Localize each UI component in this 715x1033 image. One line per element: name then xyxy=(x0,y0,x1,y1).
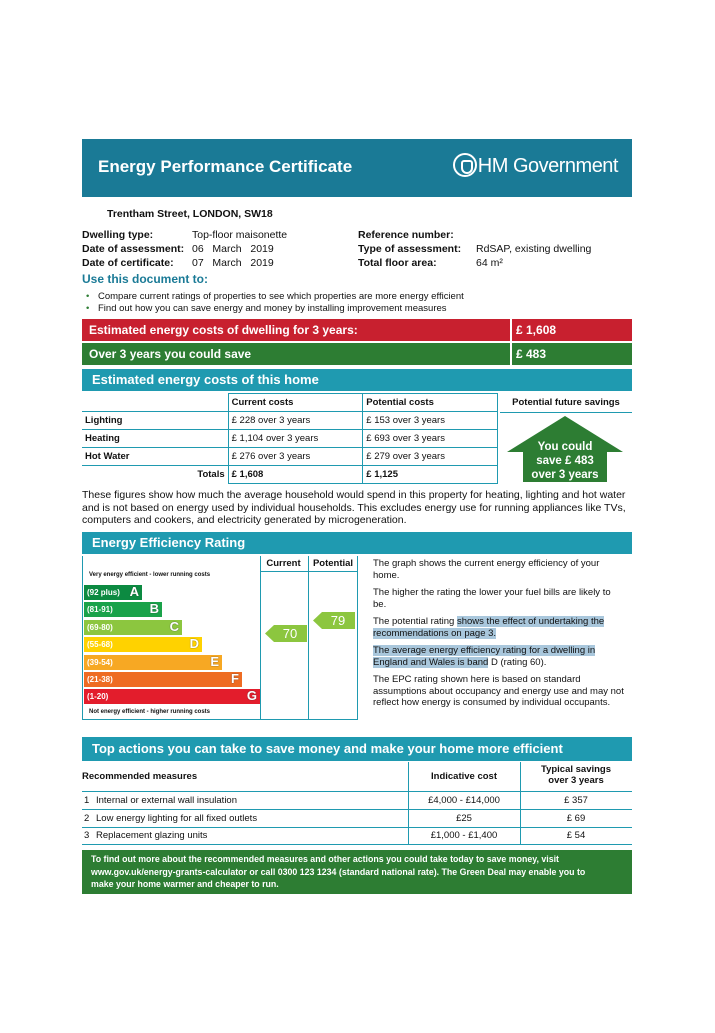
current-cost: £ 1,104 over 3 years xyxy=(228,430,363,448)
band-letter: B xyxy=(149,601,159,617)
col-potential-costs: Potential costs xyxy=(363,394,498,412)
table-row xyxy=(82,792,632,810)
dwelling-type-label: Dwelling type: xyxy=(82,229,154,241)
epc-header xyxy=(82,139,632,197)
assessment-type-value: RdSAP, existing dwelling xyxy=(476,243,592,255)
totals-potential: £ 1,125 xyxy=(363,466,498,484)
current-rating: 70 xyxy=(282,626,298,641)
certificate-date-value: 07 March 2019 xyxy=(192,257,274,269)
totals-current: £ 1,608 xyxy=(228,466,363,484)
measure-saving: £ 69 xyxy=(566,812,586,824)
rating-section-title: Energy Efficiency Rating xyxy=(82,532,632,554)
assessment-type-label: Type of assessment: xyxy=(358,243,462,255)
actions-header xyxy=(82,762,632,792)
footer-line: make your home warmer and cheaper to run. xyxy=(91,879,279,889)
actions-divider xyxy=(408,810,409,827)
band-range: (55-68) xyxy=(87,640,113,650)
actions-divider xyxy=(408,827,409,844)
band-range: (92 plus) xyxy=(87,588,120,597)
actions-divider xyxy=(520,810,521,827)
savings-arrow-line: save £ 483 xyxy=(536,455,594,467)
actions-divider xyxy=(520,827,521,844)
details-left xyxy=(82,228,287,270)
measure-name: Replacement glazing units xyxy=(96,830,208,841)
dwelling-type-value: Top-floor maisonette xyxy=(192,229,288,241)
rating-band-g xyxy=(84,689,260,704)
table-row xyxy=(82,827,632,845)
band-letter: A xyxy=(129,584,139,599)
measure-name: Low energy lighting for all fixed outlets xyxy=(96,812,258,824)
certificate-title: Energy Performance Certificate xyxy=(98,157,353,176)
col-future-savings: Potential future savings xyxy=(500,393,632,413)
rating-paragraph: The higher the rating the lower your fuel bills are likely to be. xyxy=(373,587,611,610)
rating-paragraph-end: D (rating 60). xyxy=(488,656,547,668)
rating-paragraph-start: The potential rating xyxy=(373,616,457,627)
footer-note xyxy=(82,850,632,894)
rating-divider xyxy=(308,556,309,720)
actions-divider xyxy=(520,762,521,791)
measure-saving: £ 54 xyxy=(566,830,586,841)
footer-line: www.gov.uk/energy-grants-calculator or call 0300 123 1234 (standard national rate). The Green Deal may enable you to xyxy=(91,866,586,877)
rating-band-f xyxy=(84,672,242,687)
row-label: Heating xyxy=(82,430,228,448)
band-letter: F xyxy=(231,671,239,686)
rating-band-c xyxy=(84,620,182,635)
rating-band-b xyxy=(84,602,162,617)
floor-area-value: 64 m² xyxy=(476,257,503,269)
rating-band-e xyxy=(84,655,222,670)
potential-saving-label: Over 3 years you could save xyxy=(82,343,510,365)
band-range: (21-38) xyxy=(87,675,113,684)
col-typical-savings: Typical savings over 3 years xyxy=(540,764,612,786)
estimated-cost-value: £ 1,608 xyxy=(512,319,632,341)
rating-paragraph xyxy=(373,616,625,639)
col-measures: Recommended measures xyxy=(82,771,198,782)
potential-rating: 79 xyxy=(330,613,346,628)
use-doc-bullet: • Compare current ratings of properties to see which properties are more energy efficient xyxy=(98,291,464,303)
measure-number: 3 xyxy=(84,830,90,841)
highlighted-text: The average energy efficiency rating for a dwelling in England and Wales is band xyxy=(373,645,596,668)
rating-paragraph: The EPC rating shown here is based on standard assumptions about occupancy and energy use and may not reflect how energy is consumed by individual occupants. xyxy=(373,674,624,708)
highlighted-text: shows the effect of undertaking the recommendations on page 3. xyxy=(373,616,605,639)
row-label: Hot Water xyxy=(82,448,228,466)
table-row xyxy=(82,810,632,828)
savings-arrow-line: You could xyxy=(537,441,593,453)
table-row xyxy=(82,448,498,466)
assessment-date-label: Date of assessment: xyxy=(82,243,185,255)
band-letter: D xyxy=(189,636,199,652)
potential-cost: £ 279 over 3 years xyxy=(363,448,498,466)
costs-table xyxy=(82,393,498,484)
row-label: Lighting xyxy=(82,412,228,430)
estimated-cost-label: Estimated energy costs of dwelling for 3 years: xyxy=(82,319,510,341)
rating-divider xyxy=(260,571,358,572)
actions-divider xyxy=(408,792,409,809)
current-cost: £ 228 over 3 years xyxy=(228,412,363,430)
current-cost: £ 276 over 3 years xyxy=(228,448,363,466)
savings-arrow-text xyxy=(523,440,607,482)
use-doc-heading: Use this document to: xyxy=(82,272,209,286)
use-doc-bullet: • Find out how you can save energy and money by installing improvement measures xyxy=(98,303,464,315)
col-cost: Indicative cost xyxy=(431,771,497,782)
col-current-costs: Current costs xyxy=(228,394,363,412)
footer-line: To find out more about the recommended measures and other actions you could take today to save money, visit xyxy=(91,854,559,864)
rating-col-current: Current xyxy=(266,558,301,569)
rating-paragraph xyxy=(373,645,625,668)
rating-explanation xyxy=(373,558,625,709)
band-range: (1-20) xyxy=(87,692,109,702)
rating-col-potential: Potential xyxy=(312,558,354,569)
actions-section-title: Top actions you can take to save money and make your home more efficient xyxy=(82,737,632,761)
property-address: Trentham Street, LONDON, SW18 xyxy=(107,208,273,220)
measure-cost: £4,000 - £14,000 xyxy=(428,795,500,806)
hm-government-logo: HM Government xyxy=(477,155,618,177)
use-doc-list xyxy=(98,291,464,315)
actions-divider xyxy=(520,792,521,809)
band-letter: E xyxy=(210,653,219,669)
table-row xyxy=(82,412,498,430)
band-letter: G xyxy=(246,688,257,704)
measure-cost: £1,000 - £1,400 xyxy=(430,830,498,841)
table-row xyxy=(82,430,498,448)
details-right xyxy=(358,228,591,270)
potential-saving-value: £ 483 xyxy=(512,343,632,365)
reference-label: Reference number: xyxy=(358,229,454,241)
potential-cost: £ 153 over 3 years xyxy=(363,412,498,430)
rating-band-d xyxy=(84,637,202,652)
assessment-date-value: 06 March 2019 xyxy=(192,243,274,255)
crest-icon xyxy=(453,153,477,177)
potential-cost: £ 693 over 3 years xyxy=(363,430,498,448)
floor-area-label: Total floor area: xyxy=(358,257,437,269)
rating-divider xyxy=(260,556,261,720)
rating-band-a xyxy=(84,585,142,600)
measure-number: 1 xyxy=(84,795,90,806)
top-caption: Very energy efficient - lower running costs xyxy=(89,572,211,578)
bottom-caption: Not energy efficient - higher running costs xyxy=(89,709,211,715)
band-letter: C xyxy=(169,618,179,634)
costs-section-title: Estimated energy costs of this home xyxy=(82,369,632,391)
band-range: (39-54) xyxy=(87,657,113,667)
measure-number: 2 xyxy=(84,812,90,824)
band-range: (69-80) xyxy=(87,622,113,632)
band-range: (81-91) xyxy=(87,605,113,615)
rating-paragraph: The graph shows the current energy efficiency of your home. xyxy=(373,558,600,581)
totals-label: Totals xyxy=(82,466,228,484)
costs-note: These figures show how much the average household would spend in this property for heating, lighting and hot water and is not based on energy used by individual households. This excludes energy use for running appliances like TVs, computers and cookers, and electricity generated by microgeneration. xyxy=(82,489,626,526)
measure-saving: £ 357 xyxy=(564,795,588,806)
totals-row xyxy=(82,466,498,484)
measure-cost: £25 xyxy=(456,812,472,824)
certificate-date-label: Date of certificate: xyxy=(82,257,174,269)
measure-name: Internal or external wall insulation xyxy=(96,795,237,806)
savings-arrow-line: over 3 years xyxy=(531,469,599,481)
